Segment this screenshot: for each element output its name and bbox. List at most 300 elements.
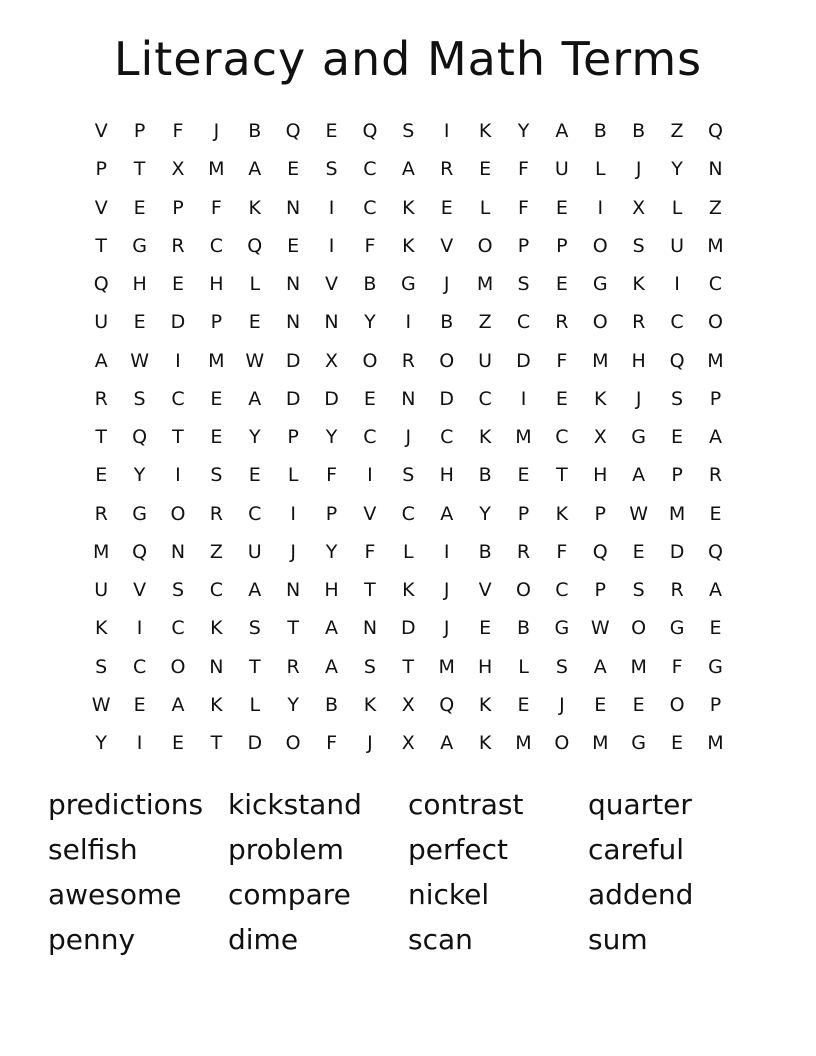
grid-letter[interactable]: G: [669, 617, 685, 640]
grid-letter[interactable]: O: [170, 655, 186, 678]
grid-letter[interactable]: P: [325, 502, 338, 525]
grid-letter[interactable]: O: [592, 311, 608, 334]
grid-letter[interactable]: D: [669, 540, 685, 563]
grid-letter[interactable]: I: [328, 234, 335, 257]
grid-letter[interactable]: R: [286, 655, 300, 678]
grid-letter[interactable]: P: [287, 426, 299, 449]
grid-letter[interactable]: W: [245, 349, 265, 372]
grid-letter[interactable]: G: [631, 426, 647, 449]
grid-row: [82, 418, 735, 456]
grid-letter[interactable]: M: [707, 234, 724, 257]
grid-letter[interactable]: E: [479, 158, 492, 181]
grid-letter[interactable]: B: [516, 617, 531, 640]
grid-letter[interactable]: U: [247, 540, 262, 563]
grid-letter[interactable]: P: [517, 234, 530, 257]
grid-letter[interactable]: K: [94, 617, 108, 640]
grid-letter[interactable]: F: [172, 120, 184, 143]
grid-letter[interactable]: F: [364, 234, 376, 257]
grid-letter[interactable]: E: [671, 426, 684, 449]
grid-letter[interactable]: O: [707, 311, 723, 334]
grid-letter[interactable]: V: [363, 502, 377, 525]
grid-letter[interactable]: G: [708, 655, 723, 678]
grid-letter[interactable]: D: [170, 311, 186, 334]
grid-letter[interactable]: R: [94, 502, 108, 525]
grid-letter[interactable]: H: [324, 579, 339, 602]
grid-letter[interactable]: I: [443, 120, 450, 143]
grid-letter[interactable]: S: [671, 387, 684, 410]
grid-letter[interactable]: B: [478, 464, 492, 487]
grid-letter[interactable]: A: [325, 655, 339, 678]
grid-letter[interactable]: Q: [93, 273, 109, 296]
grid-letter[interactable]: J: [213, 120, 220, 143]
grid-letter[interactable]: C: [363, 196, 377, 219]
grid-letter[interactable]: X: [171, 158, 185, 181]
grid-letter[interactable]: U: [478, 349, 493, 372]
grid-letter[interactable]: O: [669, 693, 685, 716]
grid-letter[interactable]: R: [401, 349, 415, 372]
grid-letter[interactable]: S: [248, 617, 261, 640]
grid-letter[interactable]: B: [478, 540, 492, 563]
grid-letter[interactable]: T: [133, 158, 146, 181]
grid-letter[interactable]: A: [708, 579, 722, 602]
grid-letter[interactable]: I: [175, 349, 181, 372]
grid-letter[interactable]: J: [367, 732, 373, 755]
grid-letter[interactable]: U: [554, 158, 569, 181]
grid-letter[interactable]: D: [285, 387, 301, 410]
grid-letter[interactable]: D: [516, 349, 531, 372]
grid-letter[interactable]: F: [326, 464, 337, 487]
grid-letter[interactable]: X: [632, 196, 646, 219]
grid-letter[interactable]: X: [401, 693, 415, 716]
grid-letter[interactable]: F: [518, 196, 529, 219]
grid-letter[interactable]: Q: [362, 120, 378, 143]
grid-letter[interactable]: R: [209, 502, 223, 525]
grid-letter[interactable]: G: [554, 617, 570, 640]
grid-letter[interactable]: B: [248, 120, 262, 143]
grid-letter[interactable]: C: [132, 655, 147, 678]
grid-letter[interactable]: A: [555, 120, 569, 143]
grid-letter[interactable]: A: [248, 158, 262, 181]
grid-letter[interactable]: F: [671, 655, 683, 678]
grid-letter[interactable]: O: [362, 349, 378, 372]
grid-letter[interactable]: S: [133, 387, 146, 410]
grid-letter[interactable]: I: [443, 540, 450, 563]
grid-letter[interactable]: L: [671, 196, 683, 219]
grid-letter[interactable]: Q: [132, 540, 148, 563]
grid-letter[interactable]: S: [402, 464, 415, 487]
grid-letter[interactable]: L: [479, 196, 491, 219]
grid-letter[interactable]: K: [478, 732, 492, 755]
grid-letter[interactable]: J: [290, 540, 296, 563]
grid-letter[interactable]: Z: [708, 196, 722, 219]
grid-letter[interactable]: P: [709, 387, 722, 410]
grid-letter[interactable]: P: [95, 158, 107, 181]
grid-row: [82, 724, 735, 762]
grid-letter[interactable]: I: [328, 196, 335, 219]
grid-letter[interactable]: D: [247, 732, 263, 755]
grid-letter[interactable]: B: [593, 120, 607, 143]
grid-letter[interactable]: T: [172, 426, 184, 449]
grid-letter[interactable]: C: [440, 426, 454, 449]
grid-letter[interactable]: K: [555, 502, 569, 525]
grid-letter[interactable]: A: [94, 349, 108, 372]
grid-letter[interactable]: E: [210, 387, 223, 410]
grid-letter[interactable]: A: [440, 502, 454, 525]
grid-letter[interactable]: Y: [479, 502, 491, 525]
grid-letter[interactable]: Y: [517, 120, 530, 143]
grid-letter[interactable]: N: [286, 273, 301, 296]
grid-letter[interactable]: Y: [364, 311, 376, 334]
grid-letter[interactable]: M: [592, 732, 609, 755]
grid-letter[interactable]: M: [592, 349, 609, 372]
grid-letter[interactable]: R: [708, 464, 723, 487]
grid-letter[interactable]: Y: [671, 158, 683, 181]
grid-letter[interactable]: C: [555, 579, 569, 602]
grid-letter[interactable]: Q: [439, 693, 455, 716]
grid-letter[interactable]: Y: [325, 540, 338, 563]
grid-letter[interactable]: K: [594, 387, 607, 410]
grid-letter[interactable]: V: [94, 120, 108, 143]
grid-letter[interactable]: C: [708, 273, 723, 296]
grid-letter[interactable]: T: [95, 426, 107, 449]
grid-letter[interactable]: H: [477, 655, 493, 678]
grid-letter[interactable]: E: [363, 387, 376, 410]
grid-letter[interactable]: Q: [707, 120, 723, 143]
grid-letter[interactable]: B: [363, 273, 377, 296]
grid-letter[interactable]: Z: [670, 120, 684, 143]
grid-letter[interactable]: E: [248, 311, 261, 334]
grid-letter[interactable]: Q: [132, 426, 148, 449]
grid-letter[interactable]: G: [132, 502, 147, 525]
grid-letter[interactable]: V: [94, 196, 108, 219]
grid-letter[interactable]: S: [402, 120, 415, 143]
grid-letter[interactable]: M: [208, 158, 225, 181]
grid-letter[interactable]: D: [324, 387, 339, 410]
grid-letter[interactable]: E: [287, 234, 300, 257]
grid-letter[interactable]: S: [363, 655, 376, 678]
grid-letter[interactable]: I: [405, 311, 412, 334]
grid-letter[interactable]: I: [175, 464, 181, 487]
grid-letter[interactable]: L: [594, 158, 606, 181]
grid-letter[interactable]: O: [285, 732, 301, 755]
grid-letter[interactable]: E: [594, 693, 607, 716]
grid-letter[interactable]: H: [593, 464, 608, 487]
grid-letter[interactable]: S: [95, 655, 108, 678]
grid-letter[interactable]: E: [555, 387, 568, 410]
grid-letter[interactable]: O: [439, 349, 455, 372]
grid-letter[interactable]: K: [478, 693, 492, 716]
grid-letter[interactable]: B: [325, 693, 339, 716]
grid-letter[interactable]: O: [477, 234, 493, 257]
grid-letter[interactable]: L: [287, 464, 299, 487]
grid-letter[interactable]: E: [632, 540, 645, 563]
grid-letter[interactable]: C: [478, 387, 492, 410]
grid-letter[interactable]: W: [130, 349, 149, 372]
word-bank-row: [48, 827, 768, 872]
grid-row: [82, 342, 735, 380]
grid-letter[interactable]: C: [171, 387, 185, 410]
grid-letter[interactable]: E: [555, 273, 568, 296]
grid-letter[interactable]: O: [631, 617, 647, 640]
grid-letter[interactable]: G: [400, 273, 416, 296]
grid-letter[interactable]: H: [209, 273, 224, 296]
grid-letter[interactable]: L: [403, 540, 414, 563]
grid-letter[interactable]: M: [208, 349, 225, 372]
grid-letter[interactable]: E: [133, 311, 146, 334]
grid-letter[interactable]: P: [594, 579, 606, 602]
grid-letter[interactable]: A: [248, 579, 262, 602]
grid-letter[interactable]: E: [555, 196, 568, 219]
grid-letter[interactable]: S: [210, 464, 223, 487]
grid-letter[interactable]: E: [632, 693, 645, 716]
grid-letter[interactable]: V: [325, 273, 339, 296]
grid-letter[interactable]: R: [516, 540, 531, 563]
grid-letter[interactable]: G: [592, 273, 608, 296]
grid-letter[interactable]: P: [517, 502, 530, 525]
grid-letter[interactable]: E: [210, 426, 223, 449]
grid-letter[interactable]: E: [479, 617, 492, 640]
grid-letter[interactable]: E: [95, 464, 108, 487]
grid-letter[interactable]: V: [478, 579, 492, 602]
grid-letter[interactable]: K: [402, 234, 415, 257]
grid-letter[interactable]: N: [286, 311, 301, 334]
grid-letter[interactable]: D: [439, 387, 455, 410]
grid-letter[interactable]: J: [635, 387, 642, 410]
grid-letter[interactable]: M: [438, 655, 455, 678]
grid-letter[interactable]: K: [210, 693, 223, 716]
grid-letter[interactable]: F: [326, 732, 337, 755]
grid-letter[interactable]: J: [635, 158, 642, 181]
grid-letter[interactable]: A: [632, 464, 646, 487]
grid-letter[interactable]: A: [440, 732, 454, 755]
grid-row: [82, 227, 735, 265]
grid-letter[interactable]: X: [593, 426, 607, 449]
grid-letter[interactable]: J: [443, 273, 450, 296]
grid-letter[interactable]: M: [92, 540, 110, 563]
grid-letter[interactable]: R: [632, 311, 646, 334]
grid-letter[interactable]: K: [248, 196, 261, 219]
grid-letter[interactable]: U: [94, 311, 109, 334]
grid-letter[interactable]: C: [670, 311, 684, 334]
grid-letter[interactable]: E: [440, 196, 453, 219]
grid-letter[interactable]: V: [133, 579, 147, 602]
grid-letter[interactable]: A: [248, 387, 262, 410]
grid-letter[interactable]: Y: [248, 426, 261, 449]
grid-letter[interactable]: S: [632, 234, 645, 257]
grid-letter[interactable]: F: [210, 196, 222, 219]
grid-letter[interactable]: P: [210, 311, 223, 334]
grid-letter[interactable]: T: [248, 655, 261, 678]
grid-letter[interactable]: Q: [592, 540, 608, 563]
grid-letter[interactable]: Q: [285, 120, 301, 143]
grid-letter[interactable]: I: [520, 387, 527, 410]
grid-letter[interactable]: E: [133, 693, 146, 716]
grid-letter[interactable]: X: [325, 349, 339, 372]
grid-letter[interactable]: I: [136, 732, 143, 755]
grid-letter[interactable]: A: [325, 617, 339, 640]
word-bank-item: sum: [588, 923, 648, 956]
grid-letter[interactable]: S: [555, 655, 568, 678]
grid-letter[interactable]: K: [402, 196, 415, 219]
grid-letter[interactable]: S: [632, 579, 645, 602]
grid-letter[interactable]: Y: [133, 464, 146, 487]
grid-letter[interactable]: T: [287, 617, 299, 640]
grid-letter[interactable]: K: [363, 693, 377, 716]
grid-letter[interactable]: Q: [247, 234, 263, 257]
grid-letter[interactable]: T: [556, 464, 568, 487]
grid-letter[interactable]: W: [629, 502, 649, 525]
grid-letter[interactable]: B: [632, 120, 646, 143]
grid-letter[interactable]: Z: [478, 311, 492, 334]
grid-letter[interactable]: N: [209, 655, 224, 678]
grid-letter[interactable]: F: [556, 349, 568, 372]
grid-letter[interactable]: I: [290, 502, 296, 525]
grid-letter[interactable]: R: [94, 387, 108, 410]
grid-letter[interactable]: Y: [325, 426, 338, 449]
grid-letter[interactable]: N: [286, 579, 301, 602]
grid-letter[interactable]: J: [443, 579, 450, 602]
grid-letter[interactable]: L: [249, 693, 261, 716]
grid-letter[interactable]: I: [674, 273, 680, 296]
grid-letter[interactable]: M: [476, 273, 494, 296]
grid-letter[interactable]: X: [401, 732, 415, 755]
grid-letter[interactable]: A: [171, 693, 185, 716]
grid-letter[interactable]: E: [517, 464, 530, 487]
grid-letter[interactable]: O: [516, 579, 531, 602]
grid-letter[interactable]: M: [630, 655, 647, 678]
grid-letter[interactable]: Z: [209, 540, 223, 563]
grid-letter[interactable]: U: [670, 234, 685, 257]
grid-letter[interactable]: P: [556, 234, 568, 257]
grid-letter[interactable]: R: [171, 234, 185, 257]
grid-letter[interactable]: P: [594, 502, 606, 525]
grid-letter[interactable]: Y: [287, 693, 299, 716]
grid-letter[interactable]: C: [209, 234, 223, 257]
grid-letter[interactable]: E: [171, 273, 184, 296]
grid-letter[interactable]: P: [671, 464, 683, 487]
grid-letter[interactable]: C: [401, 502, 415, 525]
grid-letter[interactable]: H: [439, 464, 454, 487]
grid-letter[interactable]: E: [517, 693, 530, 716]
grid-letter[interactable]: E: [248, 464, 261, 487]
grid-letter[interactable]: A: [708, 426, 722, 449]
grid-letter[interactable]: K: [632, 273, 645, 296]
grid-letter[interactable]: F: [556, 540, 568, 563]
grid-letter[interactable]: N: [708, 158, 723, 181]
grid-letter[interactable]: T: [402, 655, 415, 678]
grid-letter[interactable]: S: [517, 273, 530, 296]
grid-letter[interactable]: P: [133, 120, 146, 143]
grid-letter[interactable]: R: [670, 579, 684, 602]
grid-letter[interactable]: C: [555, 426, 569, 449]
grid-letter[interactable]: I: [367, 464, 373, 487]
grid-letter[interactable]: R: [555, 311, 569, 334]
grid-letter[interactable]: S: [325, 158, 338, 181]
grid-letter[interactable]: I: [136, 617, 143, 640]
grid-letter[interactable]: N: [324, 311, 339, 334]
grid-letter[interactable]: P: [172, 196, 184, 219]
grid-letter[interactable]: L: [249, 273, 261, 296]
grid-letter[interactable]: G: [631, 732, 647, 755]
grid-letter[interactable]: T: [95, 234, 107, 257]
grid-row: [82, 265, 735, 303]
grid-letter[interactable]: E: [709, 502, 722, 525]
grid-letter[interactable]: H: [631, 349, 646, 372]
grid-letter[interactable]: O: [554, 732, 570, 755]
grid-letter[interactable]: K: [478, 120, 492, 143]
grid-letter[interactable]: C: [363, 158, 377, 181]
grid-letter[interactable]: E: [325, 120, 338, 143]
grid-letter[interactable]: Q: [707, 540, 723, 563]
grid-letter[interactable]: J: [443, 617, 450, 640]
grid-row: [82, 533, 735, 571]
grid-letter[interactable]: T: [210, 732, 223, 755]
grid-letter[interactable]: D: [285, 349, 301, 372]
grid-letter[interactable]: N: [362, 617, 378, 640]
grid-letter[interactable]: A: [401, 158, 415, 181]
grid-letter[interactable]: N: [170, 540, 186, 563]
grid-letter[interactable]: Y: [95, 732, 107, 755]
grid-row: [82, 609, 735, 647]
grid-letter[interactable]: K: [402, 579, 415, 602]
grid-letter[interactable]: V: [440, 234, 454, 257]
grid-letter[interactable]: E: [133, 196, 146, 219]
grid-letter[interactable]: H: [132, 273, 147, 296]
word-bank-item: compare: [228, 878, 351, 911]
grid-letter[interactable]: F: [364, 540, 376, 563]
grid-letter[interactable]: M: [707, 732, 724, 755]
grid-letter[interactable]: C: [248, 502, 262, 525]
grid-letter[interactable]: A: [593, 655, 607, 678]
grid-letter[interactable]: I: [597, 196, 604, 219]
grid-letter[interactable]: E: [171, 732, 184, 755]
grid-letter[interactable]: E: [709, 617, 722, 640]
grid-letter[interactable]: U: [94, 579, 109, 602]
grid-letter[interactable]: W: [91, 693, 111, 716]
grid-letter[interactable]: N: [286, 196, 301, 219]
grid-letter[interactable]: T: [364, 579, 376, 602]
grid-letter[interactable]: C: [516, 311, 531, 334]
grid-letter[interactable]: S: [171, 579, 184, 602]
grid-letter[interactable]: F: [518, 158, 529, 181]
grid-letter[interactable]: O: [592, 234, 608, 257]
grid-letter[interactable]: G: [132, 234, 147, 257]
grid-letter[interactable]: C: [363, 426, 377, 449]
grid-letter[interactable]: M: [515, 426, 532, 449]
grid-letter[interactable]: J: [405, 426, 412, 449]
grid-letter[interactable]: O: [170, 502, 186, 525]
grid-letter[interactable]: B: [440, 311, 454, 334]
grid-letter[interactable]: C: [209, 579, 223, 602]
grid-letter[interactable]: J: [559, 693, 565, 716]
grid-letter[interactable]: R: [440, 158, 454, 181]
grid-letter[interactable]: M: [515, 732, 532, 755]
grid-letter[interactable]: C: [171, 617, 185, 640]
grid-letter[interactable]: K: [478, 426, 492, 449]
grid-letter[interactable]: D: [401, 617, 416, 640]
grid-letter[interactable]: N: [401, 387, 416, 410]
grid-letter[interactable]: E: [671, 732, 684, 755]
grid-letter[interactable]: Q: [669, 349, 685, 372]
grid-letter[interactable]: K: [210, 617, 223, 640]
grid-letter[interactable]: W: [590, 617, 610, 640]
grid-letter[interactable]: M: [707, 349, 724, 372]
word-bank-item: penny: [48, 923, 136, 956]
grid-letter[interactable]: E: [287, 158, 300, 181]
grid-letter[interactable]: M: [668, 502, 686, 525]
grid-letter[interactable]: P: [709, 693, 722, 716]
grid-letter[interactable]: L: [518, 655, 529, 678]
